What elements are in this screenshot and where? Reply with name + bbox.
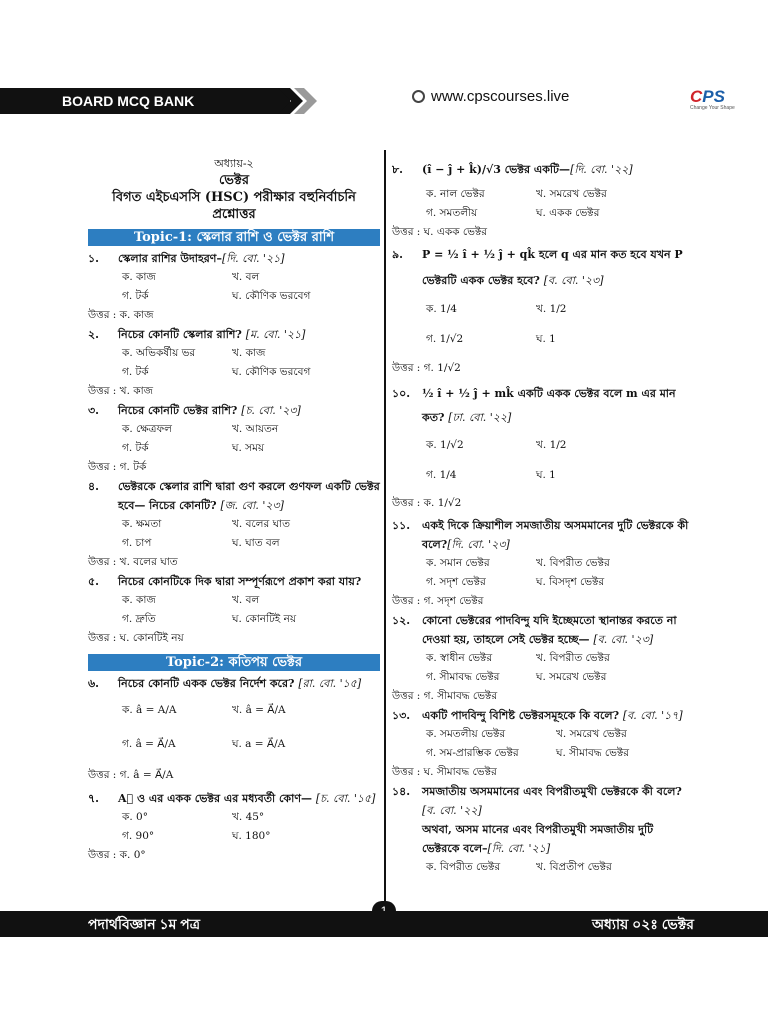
question-14: ১৪. সমজাতীয় অসমমানের এবং বিপরীতমুখী ভেক্টরকে কী বলে? [ব. বো. '২২] অথবা, অসম মানের এবং বিপরীতমুখী সমজাতীয় দুটি ভেক্টরকে বলে–[দি. বো. '২১]	[392, 785, 682, 855]
question-2-options: ক. অভিকর্ষীয় ভর খ. কাজ গ. টর্ক ঘ. কৌণিক ভরবেগ	[122, 347, 311, 378]
question-9-options: ক. 1/4 খ. 1/2 গ. 1/√2 ঘ. 1	[426, 303, 567, 345]
question-2: ২. নিচের কোনটি স্কেলার রাশি? [ম. বো. '২১]	[88, 328, 306, 341]
header-bar	[0, 88, 768, 114]
question-12: ১২. কোনো ভেক্টরের পাদবিন্দু যদি ইচ্ছেমতো স্থানান্তর করতে না দেওয়া হয়, তাহলে সেই ভেক্টর হচ্ছে— [ব. বো. '২৩]	[392, 614, 677, 646]
question-9: ৯. P = ½ î + ½ ĵ + qk̂ হলে q এর মান কত হবে যখন P ভেক্টরটি একক ভেক্টর হবে? [ব. বো. '২৩]	[392, 248, 683, 287]
topic-1-header: Topic-1: স্কেলার রাশি ও ভেক্টর রাশি	[88, 229, 380, 246]
question-10: ১০. ½ î + ½ ĵ + mk̂ একটি একক ভেক্টর বলে m এর মান কত? [ঢা. বো. '২২]	[392, 387, 676, 424]
chevron-decoration-icon	[278, 88, 328, 114]
page-title: বিগত এইচএসসি (HSC) পরীক্ষার বহুনির্বাচনি	[112, 190, 356, 205]
topic-2-header: Topic-2: কতিপয় ভেক্টর	[88, 654, 380, 671]
answer-7: উত্তর : ক. 0°	[88, 849, 146, 861]
question-8: ৮. (î − ĵ + k̂)/√3 ভেক্টর একটি—[দি. বো. '২২]	[392, 163, 633, 176]
question-12-options: ক. স্বাধীন ভেক্টর খ. বিপরীত ভেক্টর গ. সীমাবদ্ধ ভেক্টর ঘ. সমরেখ ভেক্টর	[426, 652, 610, 683]
footer-chapter: অধ্যায় ০২ঃ ভেক্টর	[591, 916, 694, 932]
answer-3: উত্তর : গ. টর্ক	[88, 461, 147, 473]
question-13-options: ক. সমতলীয় ভেক্টর খ. সমরেখ ভেক্টর গ. সম-প্রারম্ভিক ভেক্টর ঘ. সীমাবদ্ধ ভেক্টর	[426, 728, 630, 759]
question-4: ৪. ভেক্টরকে স্কেলার রাশি দ্বারা গুণ করলে গুণফল একটি ভেক্টর হবে— নিচের কোনটি? [জ. বো. '২৩]	[88, 480, 380, 512]
answer-5: উত্তর : ঘ. কোনটিই নয়	[88, 632, 184, 644]
footer-bar	[0, 911, 768, 937]
page-subtitle: প্রশ্নোত্তর	[212, 207, 256, 222]
question-4-options: ক. ক্ষমতা খ. বলের ঘাত গ. চাপ ঘ. ঘাত বল	[122, 518, 290, 549]
globe-icon	[412, 90, 425, 103]
question-7: ৭. A⃗ ও এর একক ভেক্টর এর মধ্যবর্তী কোণ— [চ. বো. '১৫]	[88, 792, 376, 805]
question-3: ৩. নিচের কোনটি ভেক্টর রাশি? [চ. বো. '২৩]	[88, 404, 301, 417]
question-5: ৫. নিচের কোনটিকে দিক দ্বারা সম্পূর্ণরূপে প্রকাশ করা যায়?	[88, 575, 362, 588]
answer-8: উত্তর : ঘ. একক ভেক্টর	[392, 226, 488, 238]
answer-10: উত্তর : ক. 1/√2	[392, 497, 462, 509]
question-13: ১৩. একটি পাদবিন্দু বিশিষ্ট ভেক্টরসমূহকে কি বলে? [ব. বো. '১৭]	[392, 709, 683, 722]
answer-2: উত্তর : খ. কাজ	[88, 385, 154, 397]
answer-1: উত্তর : ক. কাজ	[88, 309, 154, 321]
left-column	[88, 155, 380, 865]
subject-label: ভেক্টর	[219, 173, 249, 188]
cps-logo: CPS Change Your Shape	[690, 87, 735, 111]
right-column	[392, 155, 692, 877]
website-link[interactable]: www.cpscourses.live	[412, 88, 569, 114]
question-11: ১১. একই দিকে ক্রিয়াশীল সমজাতীয় অসমমানের দুটি ভেক্টরকে কী বলে?[দি. বো. '২৩]	[392, 519, 689, 551]
column-divider	[384, 150, 386, 910]
question-1-options: ক. কাজ খ. বল গ. টর্ক ঘ. কৌণিক ভরবেগ	[122, 271, 311, 302]
question-1: ১. স্কেলার রাশির উদাহরণ–[দি. বো. '২১]	[88, 252, 285, 265]
question-6: ৬. নিচের কোনটি একক ভেক্টর নির্দেশ করে? [রা. বো. '১৫]	[88, 677, 362, 690]
question-7-options: ক. 0° খ. 45° গ. 90° ঘ. 180°	[122, 811, 271, 842]
answer-12: উত্তর : গ. সীমাবদ্ধ ভেক্টর	[392, 690, 498, 702]
answer-11: উত্তর : গ. সদৃশ ভেক্টর	[392, 595, 484, 607]
question-11-options: ক. সমান ভেক্টর খ. বিপরীত ভেক্টর গ. সদৃশ ভেক্টর ঘ. বিসদৃশ ভেক্টর	[426, 557, 610, 588]
question-3-options: ক. ক্ষেত্রফল খ. আয়তন গ. টর্ক ঘ. সময়	[122, 423, 279, 454]
question-8-options: ক. নাল ভেক্টর খ. সমরেখ ভেক্টর গ. সমতলীয় ঘ. একক ভেক্টর	[426, 188, 607, 219]
question-10-options: ক. 1/√2 খ. 1/2 গ. 1/4 ঘ. 1	[426, 439, 567, 481]
chapter-label: অধ্যায়-২	[214, 157, 254, 170]
footer-subject: পদার্থবিজ্ঞান ১ম পত্র	[88, 916, 201, 932]
header-title: BOARD MCQ BANK	[0, 88, 290, 114]
question-6-options: ক. â = A/A খ. â = A⃗/A গ. â = A⃗/A ঘ. a = A⃗/A	[122, 704, 286, 750]
answer-6: উত্তর : গ. â = A⃗/A	[88, 769, 174, 781]
answer-4: উত্তর : খ. বলের ঘাত	[88, 556, 178, 568]
answer-9: উত্তর : গ. 1/√2	[392, 362, 461, 374]
answer-13: উত্তর : ঘ. সীমাবদ্ধ ভেক্টর	[392, 766, 497, 778]
question-14-options: ক. বিপরীত ভেক্টর খ. বিপ্রতীপ ভেক্টর	[426, 861, 612, 873]
question-5-options: ক. কাজ খ. বল গ. দ্রুতি ঘ. কোনটিই নয়	[122, 594, 297, 625]
